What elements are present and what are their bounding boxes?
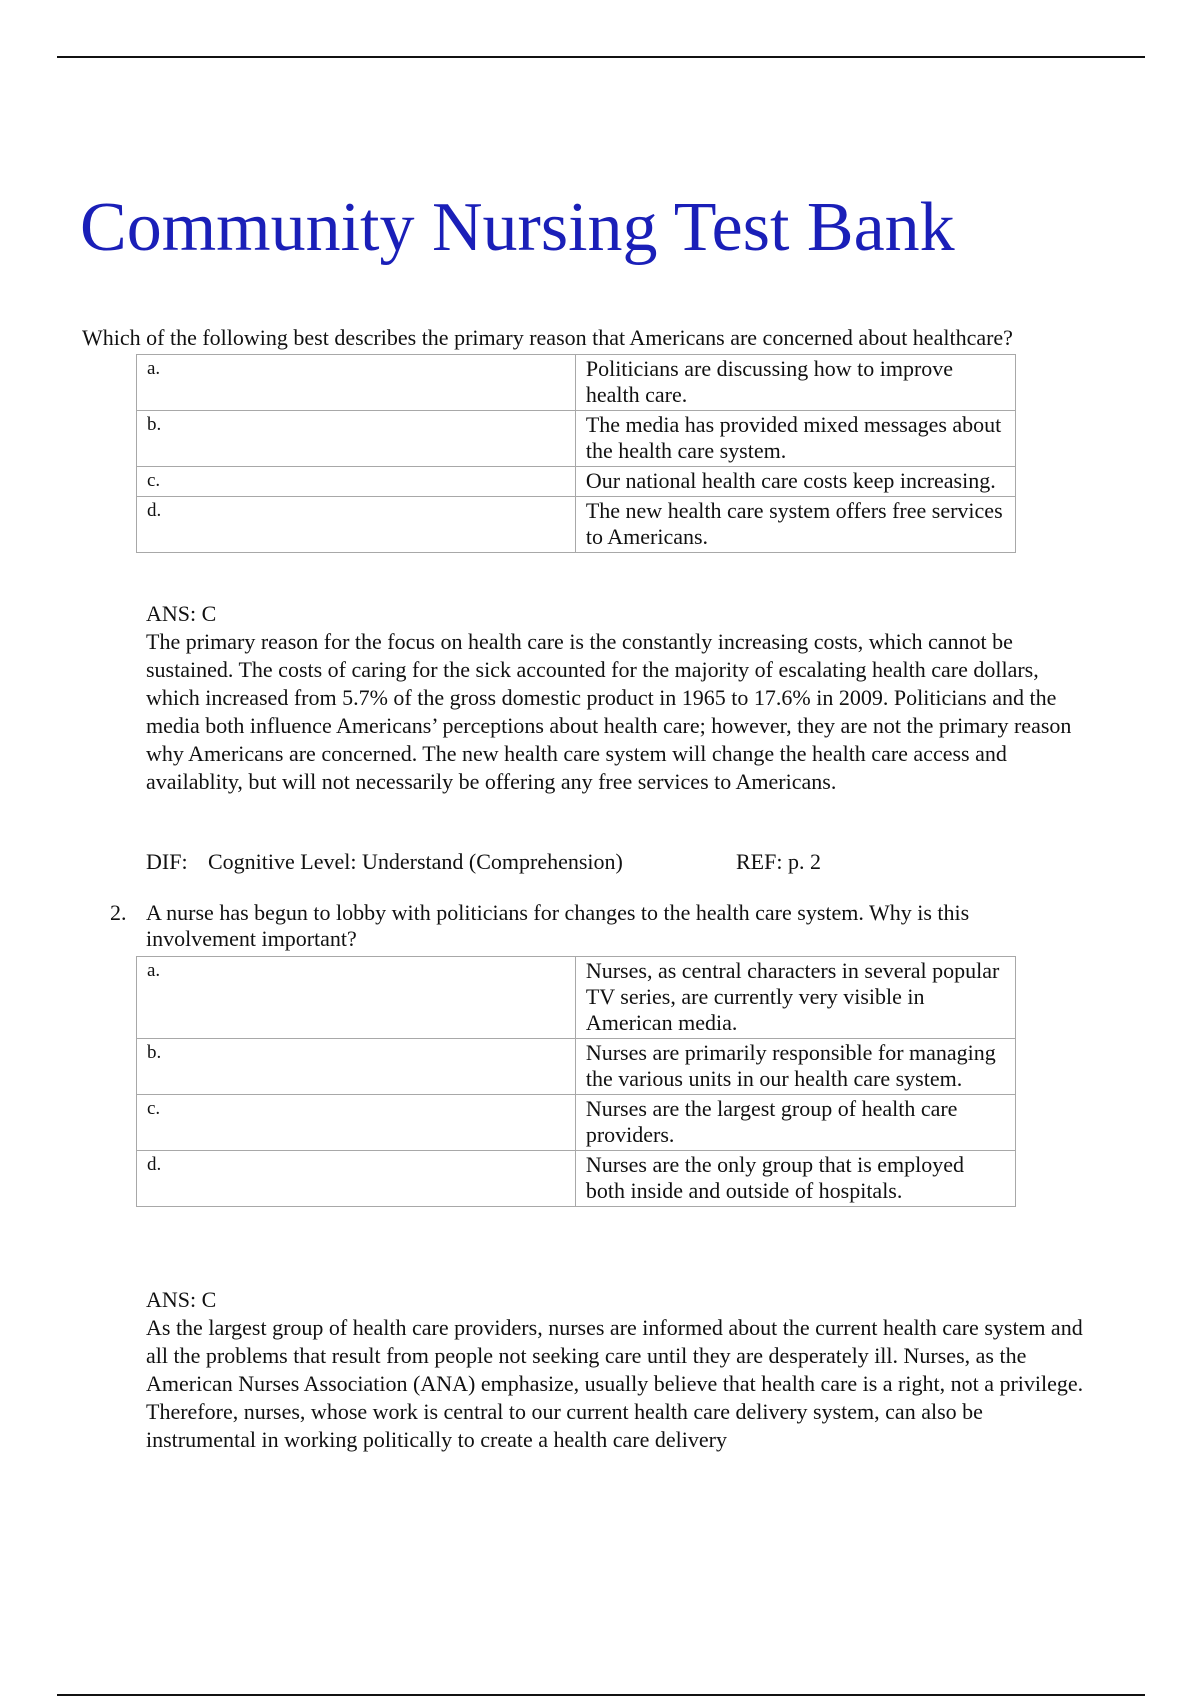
answer-key: ANS: C — [146, 601, 217, 626]
question-1-answer-block — [146, 600, 1086, 796]
question-1-metadata — [146, 849, 821, 875]
question-2 — [110, 900, 1070, 952]
choice-letter: b. — [137, 1039, 576, 1095]
answer-key: ANS: C — [146, 1287, 217, 1312]
choice-text: Nurses, as central characters in several popular TV series, are currently very visible in American media. — [575, 957, 1015, 1039]
choice-text: Politicians are discussing how to improve health care. — [575, 355, 1015, 411]
top-rule — [57, 56, 1145, 58]
choice-text: The media has provided mixed messages about the health care system. — [575, 411, 1015, 467]
choice-letter: c. — [137, 467, 576, 497]
choice-letter: a. — [137, 355, 576, 411]
question-1-choices — [136, 354, 1016, 553]
choice-letter: a. — [137, 957, 576, 1039]
question-2-choices — [136, 956, 1016, 1207]
choice-row — [137, 467, 1016, 497]
rationale: As the largest group of health care providers, nurses are informed about the current health care system and all the problems that result from people not seeking care until they are desperately ill. Nurses, as the American Nurses Association (ANA) emphasize, usually believe that health care is a right, not a privilege. Therefore, nurses, whose work is central to our current health care delivery system, can also be instrumental in working politically to create a health care delivery — [146, 1315, 1084, 1452]
page-reference: REF: p. 2 — [736, 849, 821, 874]
choice-text: Nurses are the largest group of health care providers. — [575, 1095, 1015, 1151]
page-title: Community Nursing Test Bank — [80, 189, 955, 266]
choice-row — [137, 497, 1016, 553]
choice-text: Nurses are primarily responsible for managing the various units in our health care system. — [575, 1039, 1015, 1095]
choice-row — [137, 1039, 1016, 1095]
choice-letter: d. — [137, 1151, 576, 1207]
question-1-stem: Which of the following best describes the primary reason that Americans are concerned about healthcare? — [82, 325, 1013, 350]
choice-row — [137, 1151, 1016, 1207]
choice-row — [137, 411, 1016, 467]
question-2-answer-block — [146, 1286, 1086, 1454]
question-2-stem: A nurse has begun to lobby with politicians for changes to the health care system. Why is this involvement important? — [146, 900, 970, 951]
choice-text: Our national health care costs keep increasing. — [575, 467, 1015, 497]
choice-letter: c. — [137, 1095, 576, 1151]
cognitive-level: Cognitive Level: Understand (Comprehension) — [208, 849, 623, 874]
choice-letter: d. — [137, 497, 576, 553]
choice-text: Nurses are the only group that is employed both inside and outside of hospitals. — [575, 1151, 1015, 1207]
choice-row — [137, 957, 1016, 1039]
bottom-rule — [57, 1694, 1145, 1696]
choice-letter: b. — [137, 411, 576, 467]
choice-row — [137, 1095, 1016, 1151]
question-number: 2. — [110, 900, 127, 925]
rationale: The primary reason for the focus on health care is the constantly increasing costs, which cannot be sustained. The costs of caring for the sick accounted for the majority of escalating health care dollars, which increased from 5.7% of the gross domestic product in 1965 to 17.6% in 2009. Politicians and the media both influence Americans’ perceptions about health care; however, they are not the primary reason why Americans are concerned. The new health care system will change the health care access and availablity, but will not necessarily be offering any free services to Americans. — [146, 629, 1072, 794]
choice-text: The new health care system offers free services to Americans. — [575, 497, 1015, 553]
choice-row — [137, 355, 1016, 411]
dif-label: DIF: — [146, 849, 188, 874]
